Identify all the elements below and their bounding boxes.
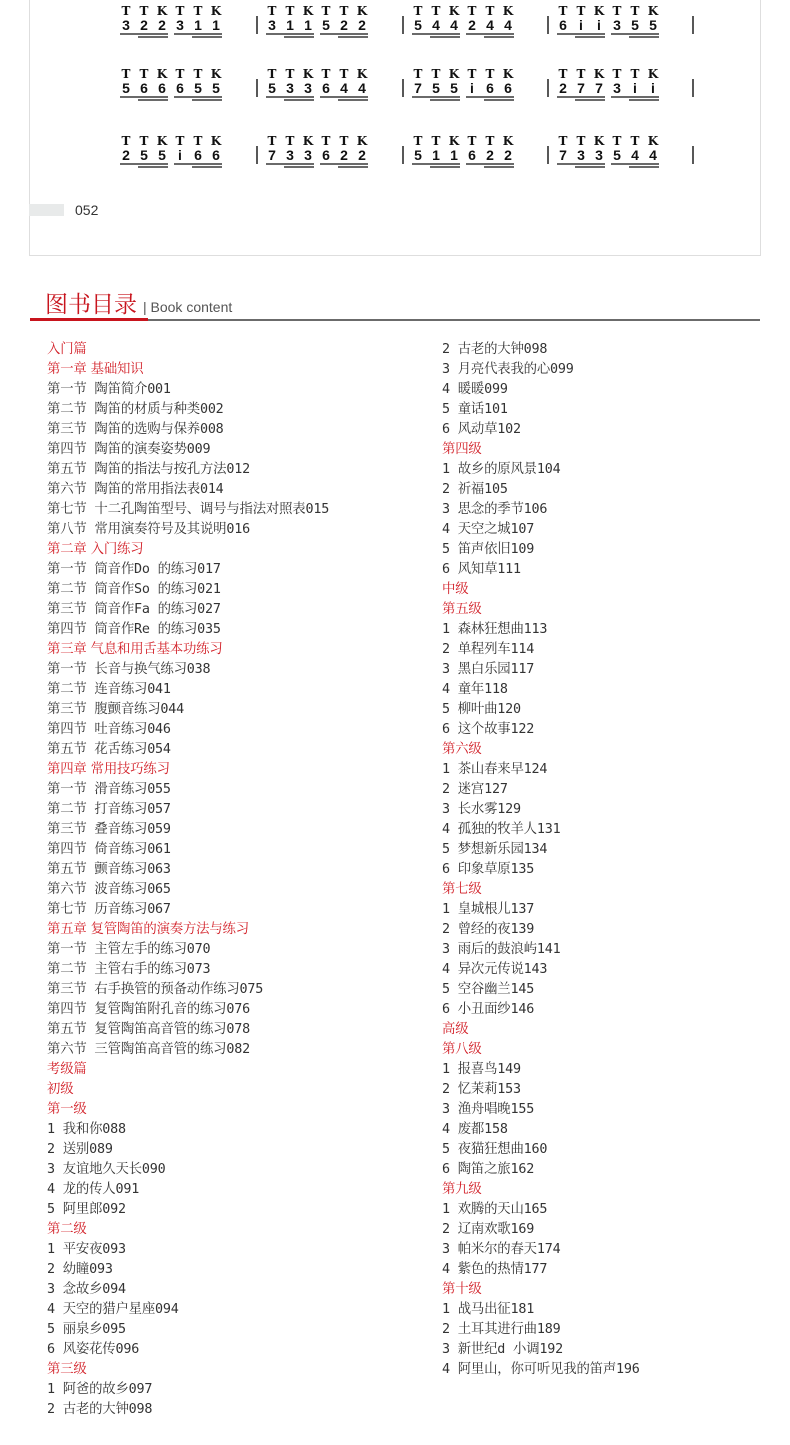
toc-entry: 第二节 打音练习057: [47, 802, 171, 817]
note-digit: 5: [450, 80, 458, 96]
toc-entry: 第五节 复管陶笛高音管的练习078: [47, 1022, 250, 1037]
toc-section-heading: 第二级: [47, 1222, 87, 1237]
toc-section-heading: 第一级: [47, 1102, 87, 1117]
toc-entry: 第四节 倚音练习061: [47, 842, 171, 857]
toc-entry: 第四节 吐音练习046: [47, 722, 171, 737]
toc-left-column: [47, 340, 427, 1420]
toc-entry: 1 平安夜093: [47, 1242, 126, 1257]
tongue-syllable: T: [339, 67, 349, 81]
tongue-syllable: T: [485, 4, 495, 18]
note-digit: 4: [432, 17, 440, 33]
note-digit: 6: [176, 80, 184, 96]
toc-entry: 第三节 腹颤音练习044: [47, 702, 184, 717]
toc-entry: 5 空谷幽兰145: [442, 982, 535, 997]
toc-entry: 1 皇城根儿137: [442, 902, 535, 917]
note-digit: 6: [322, 147, 330, 163]
tongue-syllable: T: [467, 67, 477, 81]
toc-entry: 6 陶笛之旅162: [442, 1162, 535, 1177]
note-digit: 4: [649, 147, 657, 163]
note-digit: 1: [304, 17, 312, 33]
toc-entry: 5 丽泉乡095: [47, 1322, 126, 1337]
tongue-syllable: T: [612, 4, 622, 18]
toc-entry: 3 月亮代表我的心099: [442, 362, 574, 377]
tongue-syllable: T: [193, 134, 203, 148]
toc-entry: 6 小丑面纱146: [442, 1002, 535, 1017]
toc-entry: 3 念故乡094: [47, 1282, 126, 1297]
tongue-syllable: K: [647, 134, 659, 148]
note-digit: 6: [559, 17, 567, 33]
score-panel: [29, 0, 761, 256]
toc-section-heading: 第五章 复管陶笛的演奏方法与练习: [47, 922, 249, 937]
note-digit: 2: [504, 147, 512, 163]
tongue-syllable: T: [267, 134, 277, 148]
note-digit: 3: [286, 80, 294, 96]
note-digit: 5: [631, 17, 639, 33]
tongue-syllable: T: [321, 67, 331, 81]
tongue-syllable: T: [321, 4, 331, 18]
note-digit: 3: [595, 147, 603, 163]
note-digit: i: [579, 17, 583, 33]
toc-entry: 1 报喜鸟149: [442, 1062, 521, 1077]
toc-subtitle: | Book content: [143, 299, 233, 315]
tongue-syllable: K: [448, 67, 460, 81]
toc-section-heading: 第三章 气息和用舌基本功练习: [47, 642, 223, 657]
note-digit: 2: [122, 147, 130, 163]
note-digit: 6: [468, 147, 476, 163]
tongue-syllable: K: [156, 67, 168, 81]
note-digit: 5: [158, 147, 166, 163]
toc-entry: 1 茶山春来早124: [442, 762, 548, 777]
score-notation: [30, 0, 762, 256]
note-digit: 2: [559, 80, 567, 96]
tongue-syllable: T: [612, 134, 622, 148]
tongue-syllable: T: [193, 4, 203, 18]
toc-entry: 4 天空的猎户星座094: [47, 1302, 179, 1317]
toc-entry: 4 天空之城107: [442, 522, 535, 537]
toc-section-heading: 第六级: [442, 742, 482, 757]
tongue-syllable: T: [558, 134, 568, 148]
tongue-syllable: T: [485, 67, 495, 81]
note-digit: i: [178, 147, 182, 163]
tongue-syllable: K: [302, 4, 314, 18]
toc-entry: 3 帕米尔的春天174: [442, 1242, 561, 1257]
tongue-syllable: T: [139, 134, 149, 148]
toc-entry: 6 印象草原135: [442, 862, 535, 877]
note-digit: 2: [358, 17, 366, 33]
toc-entry: 2 送别089: [47, 1142, 113, 1157]
note-digit: 5: [649, 17, 657, 33]
tongue-syllable: K: [647, 4, 659, 18]
toc-entry: 4 废都158: [442, 1122, 508, 1137]
toc-entry: 1 我和你088: [47, 1122, 126, 1137]
toc-entry: 第一节 滑音练习055: [47, 782, 171, 797]
note-digit: 5: [613, 147, 621, 163]
tongue-syllable: T: [630, 4, 640, 18]
toc-entry: 4 异次元传说143: [442, 962, 548, 977]
toc-section-heading: 第四章 常用技巧练习: [47, 762, 170, 777]
toc-entry: 第五节 陶笛的指法与按孔方法012: [47, 462, 250, 477]
note-digit: 6: [194, 147, 202, 163]
tongue-syllable: T: [121, 67, 131, 81]
toc-section-heading: 入门篇: [47, 342, 87, 357]
tongue-syllable: K: [448, 134, 460, 148]
toc-entry: 2 土耳其进行曲189: [442, 1322, 561, 1337]
toc-section-heading: 第四级: [442, 442, 482, 457]
toc-entry: 5 柳叶曲120: [442, 702, 521, 717]
note-digit: 1: [450, 147, 458, 163]
tongue-syllable: T: [485, 134, 495, 148]
toc-section-heading: 第七级: [442, 882, 482, 897]
toc-entry: 4 龙的传人091: [47, 1182, 140, 1197]
note-digit: 5: [140, 147, 148, 163]
note-digit: 5: [432, 80, 440, 96]
toc-title: 图书目录: [45, 292, 137, 318]
toc-entry: 2 曾经的夜139: [442, 922, 535, 937]
tongue-syllable: T: [285, 134, 295, 148]
note-digit: 4: [486, 17, 494, 33]
toc-entry: 4 童年118: [442, 682, 508, 697]
toc-section-heading: 高级: [442, 1022, 469, 1037]
toc-section-heading: 第一章 基础知识: [47, 362, 144, 377]
tongue-syllable: T: [413, 67, 423, 81]
tongue-syllable: K: [356, 134, 368, 148]
page-number: 052: [75, 202, 99, 218]
note-digit: 5: [194, 80, 202, 96]
toc-entry: 第一节 主管左手的练习070: [47, 942, 211, 957]
note-digit: 5: [212, 80, 220, 96]
tongue-syllable: T: [413, 134, 423, 148]
toc-entry: 4 暖暖099: [442, 382, 508, 397]
toc-entry: 第二节 陶笛的材质与种类002: [47, 402, 224, 417]
tongue-syllable: K: [448, 4, 460, 18]
note-digit: 3: [613, 17, 621, 33]
toc-entry: 3 黑白乐园117: [442, 662, 535, 677]
toc-section-heading: 第十级: [442, 1282, 482, 1297]
note-digit: 3: [577, 147, 585, 163]
note-digit: i: [651, 80, 655, 96]
tongue-syllable: T: [193, 67, 203, 81]
tongue-syllable: K: [302, 134, 314, 148]
note-digit: 7: [414, 80, 422, 96]
toc-entry: 第六节 陶笛的常用指法表014: [47, 482, 224, 497]
tongue-syllable: T: [285, 4, 295, 18]
tongue-syllable: T: [285, 67, 295, 81]
tongue-syllable: K: [647, 67, 659, 81]
tongue-syllable: T: [175, 4, 185, 18]
toc-entry: 4 紫色的热情177: [442, 1262, 548, 1277]
toc-entry: 第二节 主管右手的练习073: [47, 962, 211, 977]
toc-entry: 5 梦想新乐园134: [442, 842, 548, 857]
toc-section-heading: 第五级: [442, 602, 482, 617]
tongue-syllable: T: [431, 4, 441, 18]
toc-entry: 第三节 叠音练习059: [47, 822, 171, 837]
note-digit: 5: [322, 17, 330, 33]
note-digit: i: [633, 80, 637, 96]
toc-entry: 3 友谊地久天长090: [47, 1162, 166, 1177]
note-digit: 3: [286, 147, 294, 163]
toc-entry: 5 阿里郎092: [47, 1202, 126, 1217]
tongue-syllable: T: [630, 67, 640, 81]
note-digit: 2: [340, 17, 348, 33]
page-tab-marker: [29, 204, 64, 216]
toc-entry: 第一节 长音与换气练习038: [47, 662, 211, 677]
toc-entry: 第五节 颤音练习063: [47, 862, 171, 877]
tongue-syllable: T: [339, 134, 349, 148]
note-digit: 3: [268, 17, 276, 33]
tongue-syllable: K: [593, 67, 605, 81]
tongue-syllable: T: [576, 67, 586, 81]
note-digit: 7: [559, 147, 567, 163]
note-digit: 5: [122, 80, 130, 96]
note-digit: 1: [432, 147, 440, 163]
tongue-syllable: K: [356, 4, 368, 18]
toc-entry: 1 阿爸的故乡097: [47, 1382, 153, 1397]
note-digit: 6: [140, 80, 148, 96]
note-digit: 4: [358, 80, 366, 96]
toc-entry: 5 夜猫狂想曲160: [442, 1142, 548, 1157]
tongue-syllable: T: [467, 134, 477, 148]
note-digit: 1: [286, 17, 294, 33]
tongue-syllable: T: [321, 134, 331, 148]
note-digit: 5: [268, 80, 276, 96]
note-digit: 6: [504, 80, 512, 96]
note-digit: 1: [194, 17, 202, 33]
toc-entry: 4 阿里山，你可听见我的笛声196: [442, 1362, 640, 1377]
toc-section-heading: 第八级: [442, 1042, 482, 1057]
note-digit: 4: [340, 80, 348, 96]
toc-section-heading: 中级: [442, 582, 469, 597]
tongue-syllable: T: [139, 67, 149, 81]
toc-section-heading: 第九级: [442, 1182, 482, 1197]
tongue-syllable: T: [576, 4, 586, 18]
toc-right-column: [442, 340, 772, 1380]
toc-entry: 第七节 十二孔陶笛型号、调号与指法对照表015: [47, 502, 330, 517]
note-digit: 2: [468, 17, 476, 33]
toc-entry: 2 古老的大钟098: [442, 342, 548, 357]
tongue-syllable: T: [612, 67, 622, 81]
tongue-syllable: K: [593, 134, 605, 148]
toc-entry: 第二节 筒音作So 的练习021: [47, 582, 221, 597]
toc-entry: 1 故乡的原风景104: [442, 462, 561, 477]
note-digit: 3: [304, 147, 312, 163]
toc-header: [45, 286, 232, 318]
note-digit: 3: [122, 17, 130, 33]
tongue-syllable: K: [210, 4, 222, 18]
toc-entry: 第一节 筒音作Do 的练习017: [47, 562, 221, 577]
note-digit: 3: [304, 80, 312, 96]
note-digit: 4: [504, 17, 512, 33]
tongue-syllable: K: [502, 134, 514, 148]
toc-entry: 1 森林狂想曲113: [442, 622, 548, 637]
toc-entry: 3 雨后的鼓浪屿141: [442, 942, 561, 957]
note-digit: 7: [268, 147, 276, 163]
toc-divider-accent: [30, 318, 148, 321]
tongue-syllable: T: [139, 4, 149, 18]
note-digit: 6: [486, 80, 494, 96]
toc-entry: 第一节 陶笛简介001: [47, 382, 171, 397]
tongue-syllable: K: [502, 67, 514, 81]
tongue-syllable: T: [576, 134, 586, 148]
toc-entry: 第三节 陶笛的选购与保养008: [47, 422, 224, 437]
toc-entry: 6 风姿花传096: [47, 1342, 140, 1357]
toc-entry: 第四节 陶笛的演奏姿势009: [47, 442, 211, 457]
toc-entry: 第三节 筒音作Fa 的练习027: [47, 602, 221, 617]
tongue-syllable: T: [431, 67, 441, 81]
tongue-syllable: K: [210, 134, 222, 148]
toc-entry: 6 这个故事122: [442, 722, 535, 737]
note-digit: 6: [212, 147, 220, 163]
tongue-syllable: K: [156, 4, 168, 18]
toc-entry: 第四节 复管陶笛附孔音的练习076: [47, 1002, 250, 1017]
tongue-syllable: K: [502, 4, 514, 18]
toc-entry: 2 忆茉莉153: [442, 1082, 521, 1097]
toc-entry: 3 长水雾129: [442, 802, 521, 817]
toc-entry: 第七节 历音练习067: [47, 902, 171, 917]
note-digit: 3: [613, 80, 621, 96]
toc-entry: 6 风动草102: [442, 422, 521, 437]
toc-entry: 第六节 三管陶笛高音管的练习082: [47, 1042, 250, 1057]
toc-entry: 第八节 常用演奏符号及其说明016: [47, 522, 250, 537]
toc-section-heading: 初级: [47, 1082, 74, 1097]
toc-entry: 5 笛声依旧109: [442, 542, 535, 557]
toc-entry: 3 思念的季节106: [442, 502, 548, 517]
toc-entry: 6 风知草111: [442, 562, 521, 577]
toc-entry: 1 战马出征181: [442, 1302, 535, 1317]
tongue-syllable: K: [593, 4, 605, 18]
toc-entry: 3 新世纪d 小调192: [442, 1342, 563, 1357]
note-digit: 7: [595, 80, 603, 96]
tongue-syllable: T: [431, 134, 441, 148]
note-digit: 3: [176, 17, 184, 33]
note-digit: 5: [414, 147, 422, 163]
toc-section-heading: 第二章 入门练习: [47, 542, 144, 557]
note-digit: 5: [414, 17, 422, 33]
note-digit: 1: [212, 17, 220, 33]
note-digit: 2: [158, 17, 166, 33]
note-digit: 7: [577, 80, 585, 96]
tongue-syllable: T: [413, 4, 423, 18]
tongue-syllable: T: [630, 134, 640, 148]
toc-entry: 4 孤独的牧羊人131: [442, 822, 561, 837]
tongue-syllable: T: [558, 67, 568, 81]
toc-entry: 2 辽南欢歌169: [442, 1222, 535, 1237]
tongue-syllable: K: [356, 67, 368, 81]
note-digit: 6: [322, 80, 330, 96]
toc-entry: 2 单程列车114: [442, 642, 535, 657]
toc-entry: 5 童话101: [442, 402, 508, 417]
tongue-syllable: K: [210, 67, 222, 81]
tongue-syllable: T: [175, 67, 185, 81]
tongue-syllable: T: [121, 134, 131, 148]
tongue-syllable: K: [302, 67, 314, 81]
toc-entry: 第六节 波音练习065: [47, 882, 171, 897]
toc-entry: 1 欢腾的天山165: [442, 1202, 548, 1217]
note-digit: 2: [358, 147, 366, 163]
toc-entry: 第二节 连音练习041: [47, 682, 171, 697]
tongue-syllable: T: [267, 67, 277, 81]
tongue-syllable: T: [121, 4, 131, 18]
note-digit: 4: [450, 17, 458, 33]
tongue-syllable: T: [339, 4, 349, 18]
toc-entry: 2 祈福105: [442, 482, 508, 497]
tongue-syllable: T: [558, 4, 568, 18]
note-digit: 2: [140, 17, 148, 33]
toc-entry: 第四节 筒音作Re 的练习035: [47, 622, 221, 637]
tongue-syllable: T: [267, 4, 277, 18]
tongue-syllable: T: [467, 4, 477, 18]
toc-section-heading: 考级篇: [47, 1062, 87, 1077]
note-digit: 2: [486, 147, 494, 163]
toc-entry: 2 迷宫127: [442, 782, 508, 797]
toc-section-heading: 第三级: [47, 1362, 87, 1377]
toc-entry: 第五节 花舌练习054: [47, 742, 171, 757]
note-digit: 4: [631, 147, 639, 163]
tongue-syllable: T: [175, 134, 185, 148]
toc-entry: 第三节 右手换管的预备动作练习075: [47, 982, 264, 997]
note-digit: 6: [158, 80, 166, 96]
toc-entry: 2 幼瞳093: [47, 1262, 113, 1277]
tongue-syllable: K: [156, 134, 168, 148]
toc-entry: 2 古老的大钟098: [47, 1402, 153, 1417]
note-digit: i: [470, 80, 474, 96]
note-digit: 2: [340, 147, 348, 163]
toc-entry: 3 渔舟唱晚155: [442, 1102, 535, 1117]
note-digit: i: [597, 17, 601, 33]
